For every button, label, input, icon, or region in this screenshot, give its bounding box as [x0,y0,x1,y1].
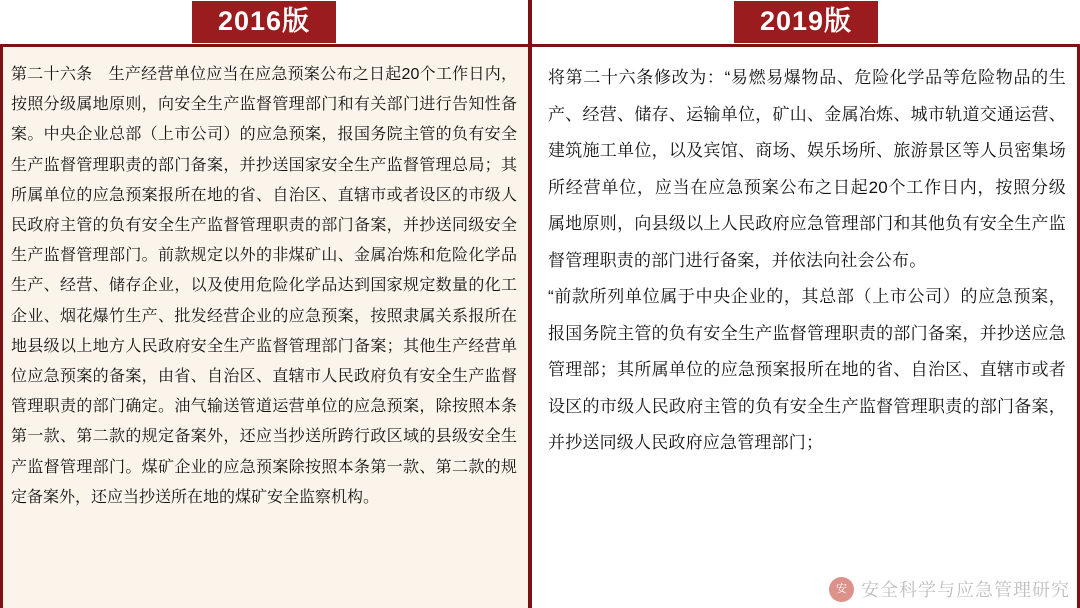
clause-text-2019-part2: “前款所列单位属于中央企业的，其总部（上市公司）的应急预案，报国务院主管的负有安全生产监督管理职责的部门备案，并抄送应急管理部；其所属单位的应急预案报所在地的省、自治区、直辖市或者设区的市级人民政府主管的负有安全生产监督管理职责的部门备案，并抄送同级人民政府应急管理部门； [548,287,1066,452]
column-2016 [0,0,532,608]
column-2016-body [0,44,528,608]
column-2019 [532,0,1080,608]
watermark-logo-icon: 安 [829,577,854,602]
clause-text-2019-part1: 将第二十六条修改为：“易燃易爆物品、危险化学品等危险物品的生产、经营、储存、运输单位，矿山、金属冶炼、城市轨道交通运营、建筑施工单位，以及宾馆、商场、娱乐场所、旅游景区等人员密集场所经营单位，应当在应急预案公布之日起20个工作日内，按照分级属地原则，向县级以上人民政府应急管理部门和其他负有安全生产监督管理职责的部门进行备案，并依法向社会公布。 [548,68,1066,270]
left-border-accent [0,44,3,608]
version-badge-2019: 2019版 [734,1,878,43]
column-2019-header [532,0,1080,44]
clause-text-2016: 第二十六条 生产经营单位应当在应急预案公布之日起20个工作日内，按照分级属地原则，向安全生产监督管理部门和有关部门进行告知性备案。中央企业总部（上市公司）的应急预案，报国务院主管的负有安全生产监督管理职责的部门备案，并抄送国家安全生产监督管理总局；其所属单位的应急预案报所在地的省、自治区、直辖市或者设区的市级人民政府主管的负有安全生产监督管理职责的部门备案，并抄送同级安全生产监督管理部门。前款规定以外的非煤矿山、金属冶炼和危险化学品生产、经营、储存企业，以及使用危险化学品达到国家规定数量的化工企业、烟花爆竹生产、批发经营企业的应急预案，按照隶属关系报所在地县级以上地方人民政府安全生产监督管理部门备案；其他生产经营单位应急预案的备案，由省、自治区、直辖市人民政府负有安全生产监督管理职责的部门确定。油气输送管道运营单位的应急预案，除按照本条第一款、第二款的规定备案外，还应当抄送所跨行政区域的县级安全生产监督管理部门。煤矿企业的应急预案除按照本条第一款、第二款的规定备案外，还应当抄送所在地的煤矿安全监察机构。 [11,66,517,506]
watermark-label: 安全科学与应急管理研究 [861,580,1070,600]
version-badge-2016: 2016版 [192,1,336,43]
column-2016-header [0,0,528,44]
column-2019-body [532,44,1080,608]
